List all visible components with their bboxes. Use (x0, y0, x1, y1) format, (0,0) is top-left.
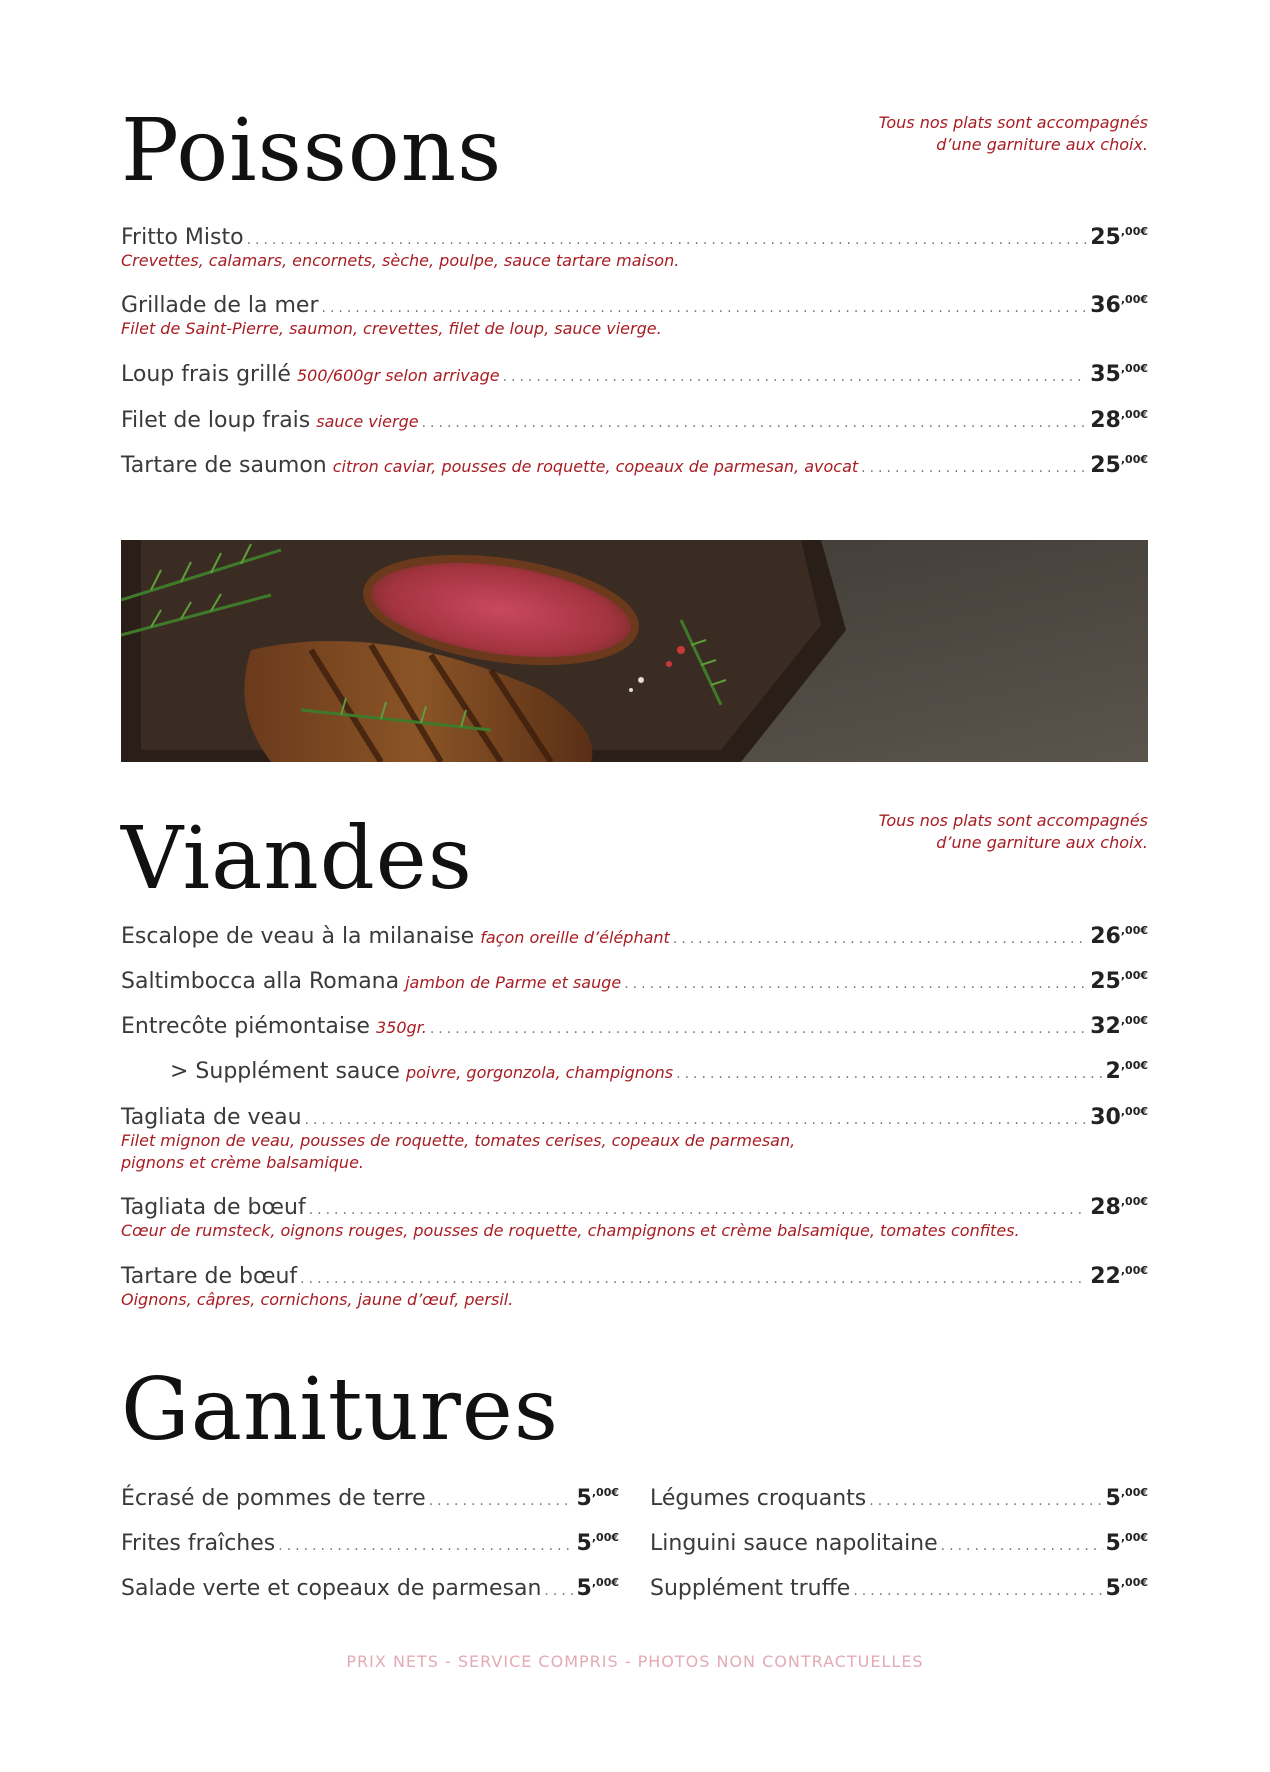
leader-dots (309, 1202, 1088, 1218)
menu-item (650, 1576, 1148, 1621)
item-description: Filet mignon de veau, pousses de roquette, tomates cerises, copeaux de parmesan, pignons et crème balsamique. (121, 1131, 796, 1172)
menu-item (121, 1486, 619, 1531)
item-price: $2^{,00€}$ (1105, 1059, 1148, 1084)
item-name: Tartare de bœuf (121, 1264, 298, 1289)
leader-dots (941, 1538, 1103, 1554)
item-price: $5^{,00€}$ (576, 1486, 619, 1511)
item-name: Frites fraîches (121, 1531, 276, 1556)
item-name: Tartare de saumon (121, 453, 327, 478)
leader-dots (673, 931, 1087, 947)
item-name: Saltimbocca alla Romana (121, 969, 400, 994)
leader-dots (430, 1021, 1087, 1037)
item-price: $36^{,00€}$ (1090, 293, 1148, 318)
item-price: $28^{,00€}$ (1090, 1195, 1148, 1220)
leader-dots (305, 1112, 1088, 1128)
item-name: Supplément truffe (650, 1576, 851, 1601)
item-name: Grillade de la mer (121, 293, 319, 318)
garnitures-column-right (650, 1486, 1148, 1621)
item-price: $28^{,00€}$ (1090, 408, 1148, 433)
section-poissons (121, 101, 1148, 201)
leader-dots (676, 1066, 1102, 1082)
item-inline-description: façon oreille d’éléphant (480, 928, 670, 947)
section-note-poissons: Tous nos plats sont accompagnés d’une garniture aux choix. (878, 113, 1148, 154)
garnitures-list (121, 1486, 1148, 1621)
item-name: Entrecôte piémontaise (121, 1014, 370, 1039)
section-title-garnitures: Ganitures (121, 1360, 559, 1460)
item-description: Oignons, câpres, cornichons, jaune d’œuf, persil. (121, 1290, 514, 1309)
item-name: Linguini sauce napolitaine (650, 1531, 938, 1556)
menu-item (121, 453, 1148, 498)
item-name: Escalope de veau à la milanaise (121, 924, 475, 949)
item-name: Fritto Misto (121, 225, 244, 250)
menu-item (121, 969, 1148, 1014)
section-garnitures (121, 1360, 1148, 1460)
menu-item (121, 1576, 619, 1621)
section-viandes (121, 809, 1148, 909)
item-inline-description: 500/600gr selon arrivage (296, 366, 500, 385)
steak-photo (121, 540, 1148, 762)
item-inline-description: sauce vierge (316, 412, 419, 431)
item-name: > Supplément sauce (170, 1059, 400, 1084)
menu-item (121, 293, 1148, 362)
leader-dots (503, 369, 1088, 385)
leader-dots (247, 232, 1088, 248)
steak-illustration (121, 540, 1148, 762)
viandes-list (121, 924, 1148, 1324)
section-title-viandes: Viandes (121, 809, 473, 909)
item-price: $5^{,00€}$ (1105, 1531, 1148, 1556)
leader-dots (300, 1271, 1087, 1287)
item-price: $5^{,00€}$ (576, 1576, 619, 1601)
item-price: $22^{,00€}$ (1090, 1264, 1148, 1289)
menu-item (121, 1195, 1148, 1264)
item-name: Légumes croquants (650, 1486, 867, 1511)
item-inline-description: 350gr. (375, 1018, 427, 1037)
menu-item (121, 1014, 1148, 1059)
item-description: Crevettes, calamars, encornets, sèche, poulpe, sauce tartare maison. (121, 251, 680, 270)
item-price: $30^{,00€}$ (1090, 1105, 1148, 1130)
item-name: Loup frais grillé (121, 362, 291, 387)
item-inline-description: jambon de Parme et sauge (405, 973, 622, 992)
menu-item (121, 362, 1148, 408)
menu-item (121, 924, 1148, 969)
menu-item (650, 1486, 1148, 1531)
item-price: $32^{,00€}$ (1090, 1014, 1148, 1039)
section-title-poissons: Poissons (121, 101, 503, 201)
item-name: Tagliata de bœuf (121, 1195, 306, 1220)
item-price: $5^{,00€}$ (1105, 1486, 1148, 1511)
menu-item (121, 1264, 1148, 1324)
garnitures-column-left (121, 1486, 619, 1621)
menu-item (121, 1105, 1148, 1195)
leader-dots (853, 1583, 1102, 1599)
item-inline-description: citron caviar, pousses de roquette, copeaux de parmesan, avocat (332, 457, 859, 476)
item-price: $5^{,00€}$ (1105, 1576, 1148, 1601)
leader-dots (429, 1493, 574, 1509)
item-name: Tagliata de veau (121, 1105, 302, 1130)
item-name: Écrasé de pommes de terre (121, 1486, 426, 1511)
leader-dots (278, 1538, 573, 1554)
menu-item (121, 225, 1148, 293)
item-price: $26^{,00€}$ (1090, 924, 1148, 949)
item-inline-description: poivre, gorgonzola, champignons (405, 1063, 674, 1082)
menu-item (121, 408, 1148, 453)
poissons-list (121, 225, 1148, 498)
item-price: $25^{,00€}$ (1090, 453, 1148, 478)
leader-dots (422, 415, 1088, 431)
footer-disclaimer: PRIX NETS - SERVICE COMPRIS - PHOTOS NON CONTRACTUELLES (346, 1652, 924, 1671)
menu-item-supplement (121, 1059, 1148, 1105)
menu-item (121, 1531, 619, 1576)
item-price: $25^{,00€}$ (1090, 225, 1148, 250)
leader-dots (322, 300, 1088, 316)
leader-dots (544, 1583, 573, 1599)
leader-dots (624, 976, 1087, 992)
item-description: Cœur de rumsteck, oignons rouges, pousses de roquette, champignons et crème balsamique, tomates confites. (121, 1221, 1020, 1240)
item-price: $5^{,00€}$ (576, 1531, 619, 1556)
item-name: Salade verte et copeaux de parmesan (121, 1576, 542, 1601)
leader-dots (869, 1493, 1102, 1509)
leader-dots (861, 460, 1087, 476)
menu-item (650, 1531, 1148, 1576)
item-description: Filet de Saint-Pierre, saumon, crevettes, filet de loup, sauce vierge. (121, 319, 662, 338)
section-note-viandes: Tous nos plats sont accompagnés d’une garniture aux choix. (878, 811, 1148, 852)
item-name: Filet de loup frais (121, 408, 311, 433)
item-price: $25^{,00€}$ (1090, 969, 1148, 994)
item-price: $35^{,00€}$ (1090, 362, 1148, 387)
